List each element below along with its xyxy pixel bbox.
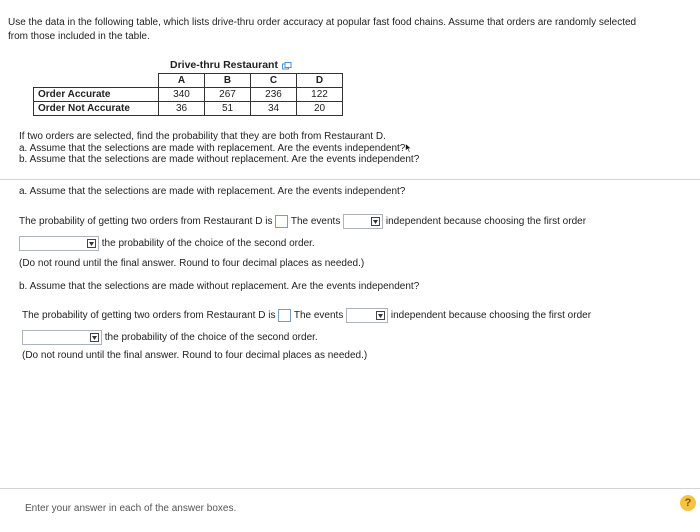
part-a-second-text: the probability of the choice of the second order.: [101, 238, 315, 250]
question-a: a. Assume that the selections are made with replacement. Are the events independent?: [19, 143, 419, 155]
part-a-probability-input[interactable]: [275, 215, 288, 228]
copy-data-icon[interactable]: [282, 61, 292, 69]
table-cell: 34: [251, 102, 297, 116]
chevron-down-icon: [87, 239, 96, 248]
table-cell: 122: [297, 88, 343, 102]
part-b-prefix: The probability of getting two orders from Restaurant D is: [22, 310, 276, 322]
table-cell: 36: [159, 102, 205, 116]
table-title: Drive-thru Restaurant: [170, 59, 292, 71]
table-cell: 267: [205, 88, 251, 102]
part-a-answer-line: [19, 214, 586, 229]
table-header-row: [34, 74, 343, 88]
part-a-second-line: [19, 236, 315, 251]
part-b-independent-text: independent because choosing the first order: [390, 310, 592, 322]
table-cell: 20: [297, 102, 343, 116]
question-list: [19, 131, 419, 166]
row-label: Order Not Accurate: [34, 102, 159, 116]
chevron-down-icon: [90, 333, 99, 342]
footer-instruction: Enter your answer in each of the answer boxes.: [25, 503, 237, 514]
part-a-effect-dropdown[interactable]: [19, 236, 99, 251]
table-cell: 51: [205, 102, 251, 116]
part-b-events-dropdown[interactable]: [346, 308, 388, 323]
part-a-events-dropdown[interactable]: [343, 214, 383, 229]
column-header: D: [297, 74, 343, 88]
column-header: A: [159, 74, 205, 88]
table-row: [34, 88, 343, 102]
chevron-down-icon: [376, 311, 385, 320]
part-a-rounding-note: (Do not round until the final answer. Round to four decimal places as needed.): [19, 258, 365, 269]
part-b-second-text: the probability of the choice of the second order.: [104, 332, 318, 344]
column-header: C: [251, 74, 297, 88]
intro-line-2: from those included in the table.: [8, 31, 150, 42]
part-a-prefix: The probability of getting two orders from Restaurant D is: [19, 216, 273, 228]
problem-intro: [8, 16, 698, 44]
intro-line-1: Use the data in the following table, which lists drive-thru order accuracy at popular fast food chains. Assume that orders are randomly selected: [8, 17, 637, 28]
row-label: Order Accurate: [34, 88, 159, 102]
question-main: If two orders are selected, find the probability that they are both from Restaurant D.: [19, 131, 386, 142]
part-b-events-label: The events: [293, 310, 344, 322]
table-cell: 340: [159, 88, 205, 102]
part-a-events-label: The events: [290, 216, 341, 228]
column-header: B: [205, 74, 251, 88]
part-b-probability-input[interactable]: [278, 309, 291, 322]
section-divider: [0, 179, 700, 180]
footer-divider: [0, 488, 700, 489]
part-a-independent-text: independent because choosing the first order: [385, 216, 587, 228]
data-table: [33, 73, 343, 116]
table-row: [34, 102, 343, 116]
part-a-heading: a. Assume that the selections are made with replacement. Are the events independent?: [19, 186, 406, 197]
part-b-answer-line: [22, 308, 591, 323]
mouse-cursor-icon: [405, 143, 412, 153]
question-b: b. Assume that the selections are made without replacement. Are the events independent?: [19, 154, 420, 165]
table-cell: 236: [251, 88, 297, 102]
part-b-rounding-note: (Do not round until the final answer. Round to four decimal places as needed.): [22, 350, 368, 361]
chevron-down-icon: [371, 217, 380, 226]
part-b-effect-dropdown[interactable]: [22, 330, 102, 345]
part-b-second-line: [22, 330, 318, 345]
help-icon[interactable]: ?: [680, 495, 696, 511]
part-b-heading: b. Assume that the selections are made without replacement. Are the events independent?: [19, 281, 420, 292]
